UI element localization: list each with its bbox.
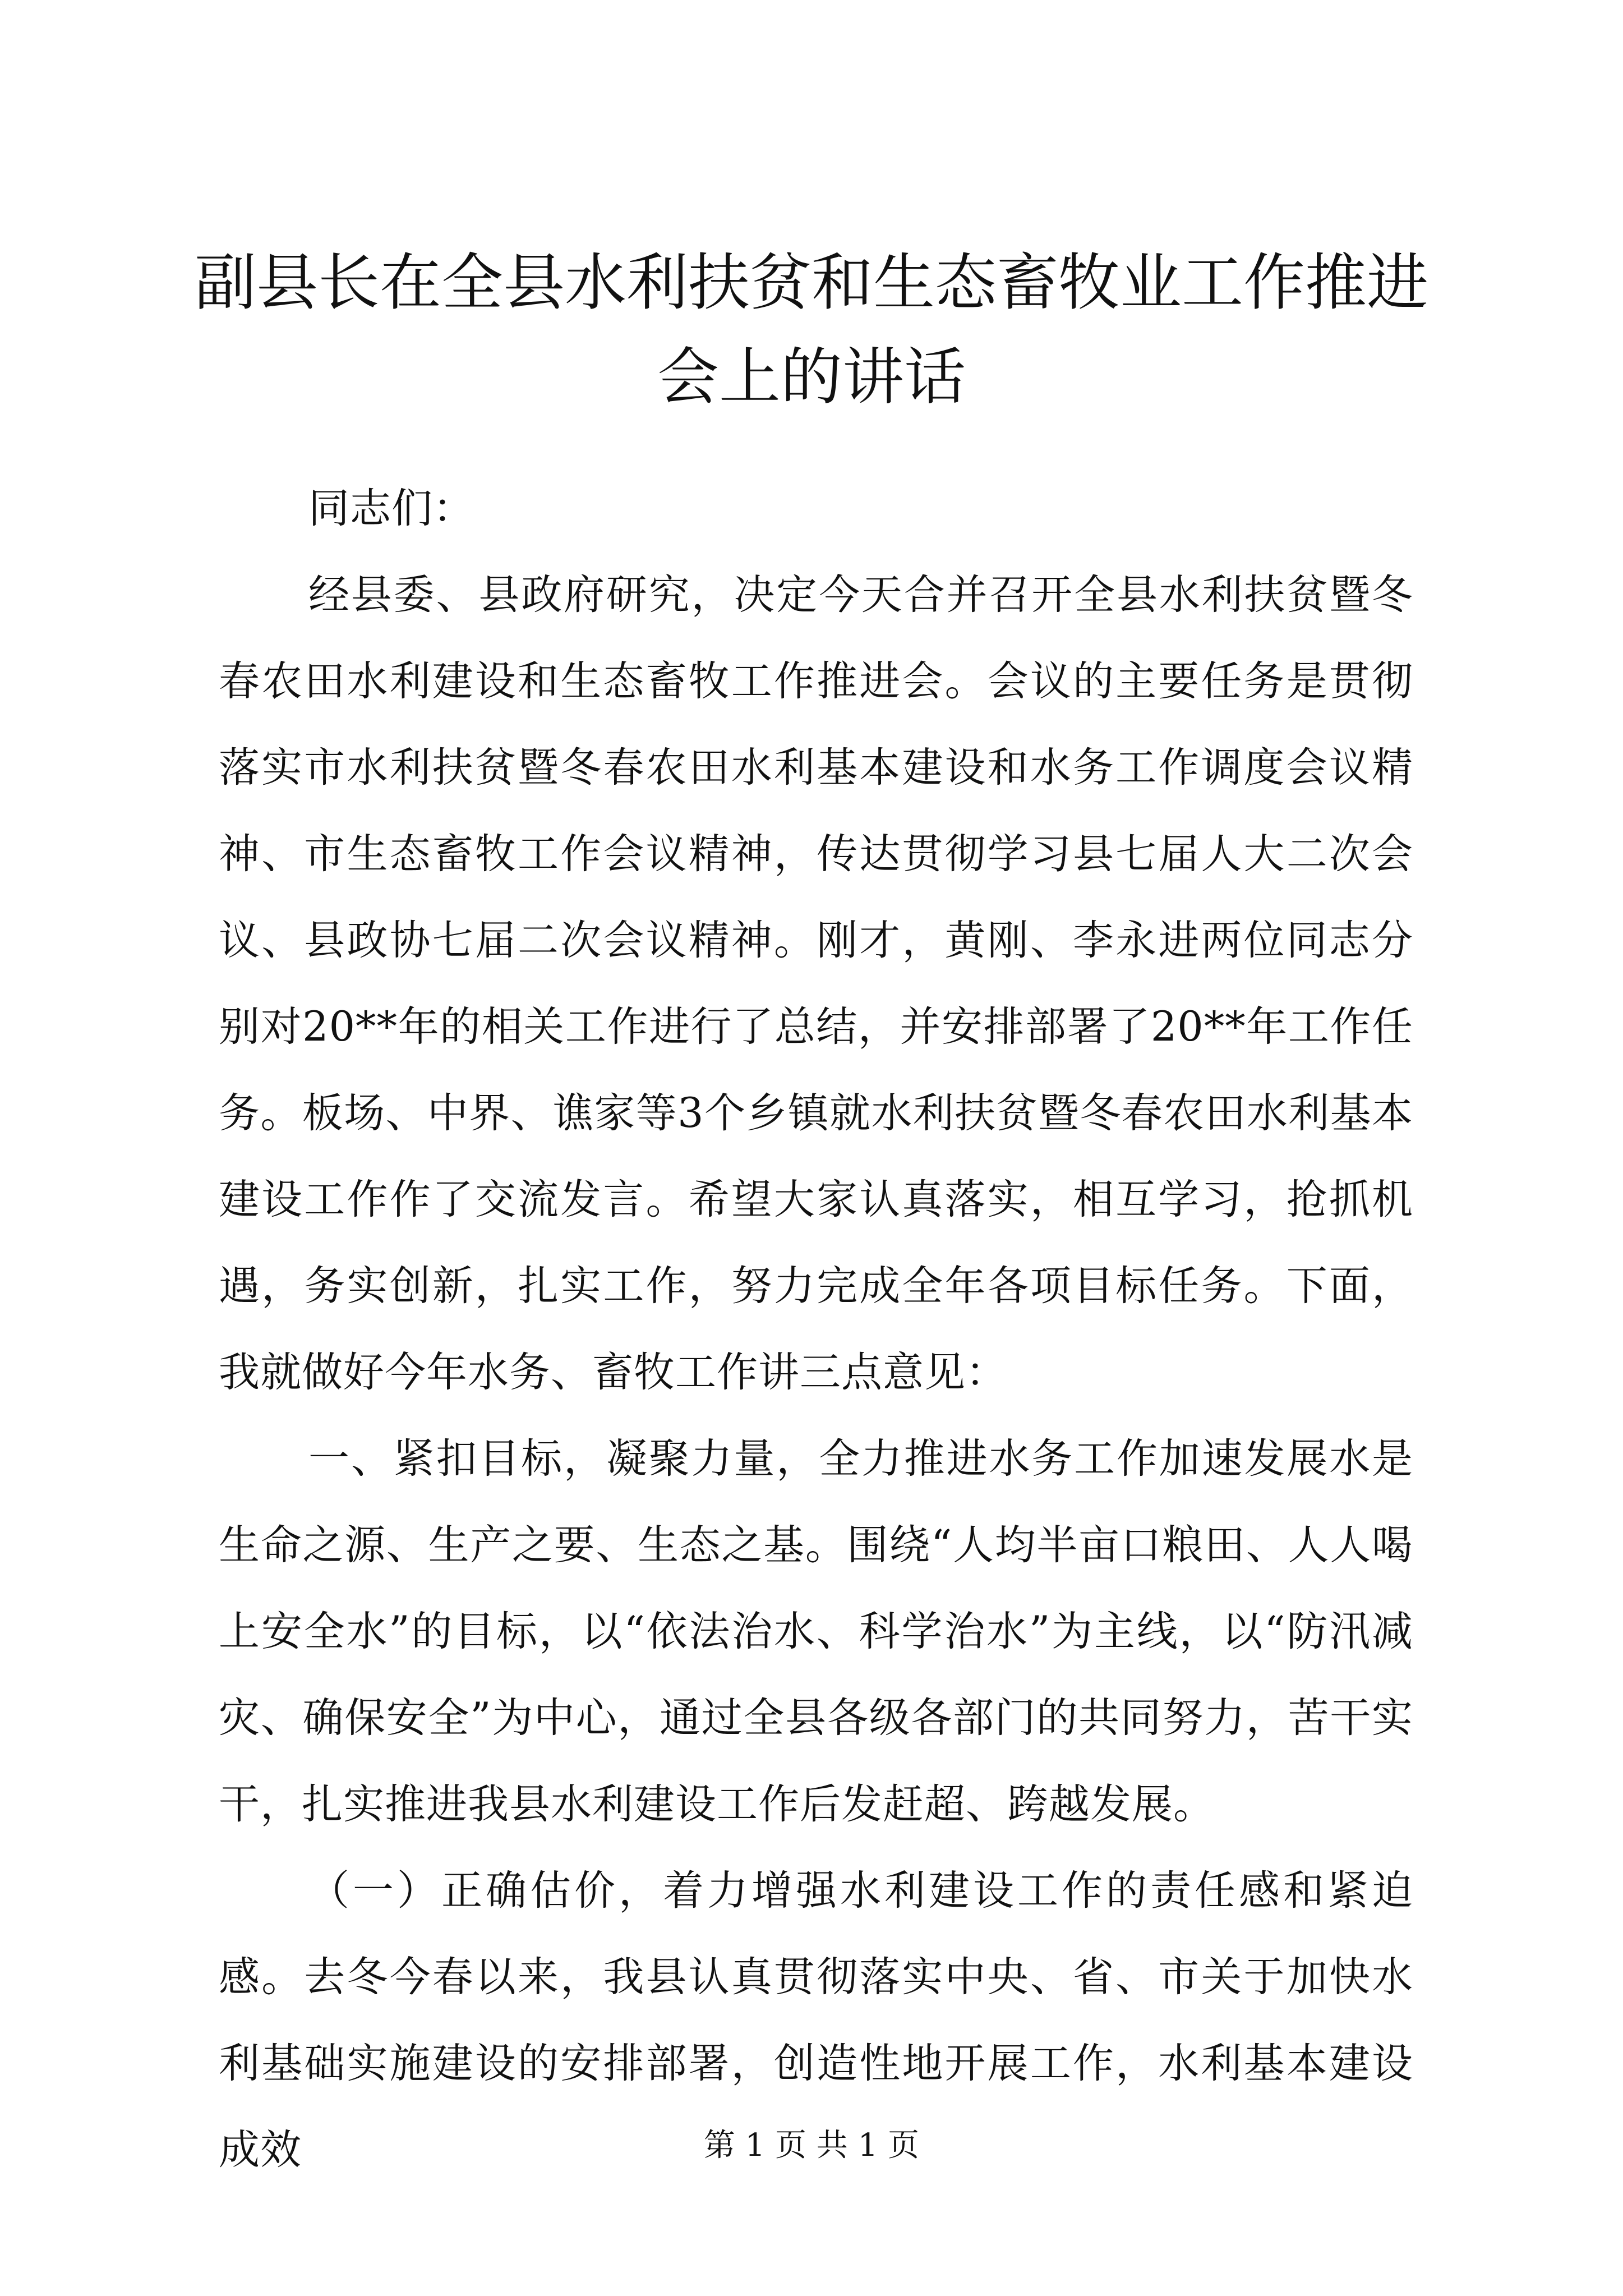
paragraph-subsection-1: （一）正确估价，着力增强水利建设工作的责任感和紧迫感。去冬今春以来，我县认真贯彻落实中央、省、市关于加快水利基础实施建设的安排部署，创造性地开展工作，水利基本建设成效 — [219, 1867, 1413, 2174]
title-line-1: 副县长在全县水利扶贫和生态畜牧业工作推进 — [195, 247, 1428, 319]
greeting: 同志们： — [308, 485, 474, 532]
document-body — [219, 466, 1413, 2193]
paragraph-intro: 经县委、县政府研究，决定今天合并召开全县水利扶贫暨冬春农田水利建设和生态畜牧工作推进会。会议的主要任务是贯彻落实市水利扶贫暨冬春农田水利基本建设和水务工作调度会议精神、市生态畜牧工作会议精神，传达贯彻学习县七届人大二次会议、县政协七届二次会议精神。刚才，黄刚、李永进两位同志分别对20**年的相关工作进行了总结，并安排部署了20**年工作任务。板场、中界、谯家等3个乡镇就水利扶贫暨冬春农田水利基本建设工作作了交流发言。希望大家认真落实，相互学习，抢抓机遇，务实创新，扎实工作，努力完成全年各项目标任务。下面，我就做好今年水务、畜牧工作讲三点意见： — [219, 571, 1413, 1396]
title-line-2: 会上的讲话 — [657, 341, 966, 413]
document-title — [168, 236, 1455, 424]
page-footer: 第 1 页 共 1 页 — [703, 2127, 920, 2164]
paragraph-section-1: 一、紧扣目标，凝聚力量，全力推进水务工作加速发展水是生命之源、生产之要、生态之基。围绕“人均半亩口粮田、人人喝上安全水”的目标，以“依法治水、科学治水”为主线，以“防汛减灾、确保安全”为中心，通过全县各级各部门的共同努力，苦干实干，扎实推进我县水利建设工作后发赶超、跨越发展。 — [219, 1435, 1413, 1828]
